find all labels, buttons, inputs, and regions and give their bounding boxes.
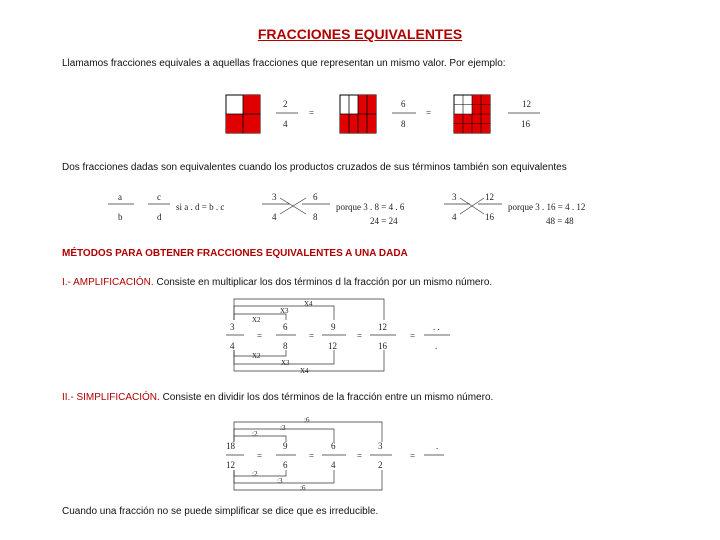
- ex2-num1: 3: [452, 192, 457, 202]
- amp-frac2-den: 8: [283, 341, 288, 351]
- ex1-num1: 3: [272, 192, 277, 202]
- simp-op-bottom-6: :6: [300, 484, 306, 492]
- ex2-num2: 12: [485, 192, 494, 202]
- amp-eq4: =: [410, 331, 416, 341]
- simp-eq3: =: [357, 451, 363, 461]
- simp-frac5-num: .: [436, 441, 439, 451]
- amp-frac1-den: 4: [230, 341, 235, 351]
- simp-frac4-num: 3: [378, 441, 383, 451]
- simp-op-bottom-2: :2: [252, 470, 258, 478]
- generic-b: b: [118, 212, 123, 222]
- simp-frac3-num: 6: [331, 441, 336, 451]
- irreducible-term: irreducible: [329, 506, 376, 517]
- conclusion-period: .: [375, 506, 379, 517]
- amp-op-top-x2: X2: [252, 316, 261, 324]
- grid-sixteenths: [454, 95, 490, 133]
- ex-frac3-num: 12: [522, 99, 531, 109]
- ex-frac1-num: 2: [283, 99, 288, 109]
- ex-frac2-num: 6: [401, 99, 406, 109]
- ex-eq1: =: [309, 108, 315, 118]
- amp-eq3: =: [357, 331, 363, 341]
- simp-op-top-6: :6: [304, 416, 310, 424]
- ex1-num2: 6: [313, 192, 318, 202]
- amp-op-top-x3: X3: [280, 307, 289, 315]
- amp-frac3-num: 9: [331, 322, 336, 332]
- simplificacion-paragraph: [62, 392, 493, 403]
- ex1-line1: porque 3 . 8 = 4 . 6: [336, 202, 405, 212]
- ex2-den1: 4: [452, 212, 457, 222]
- simp-op-bottom-3: :3: [277, 477, 283, 485]
- amp-frac2-num: 6: [283, 322, 288, 332]
- generic-a: a: [118, 192, 122, 202]
- generic-c: c: [157, 192, 161, 202]
- simp-frac4-den: 2: [378, 460, 383, 470]
- amp-op-bottom-x3: X3: [281, 359, 290, 367]
- simp-frac2-num: 9: [283, 441, 288, 451]
- simp-eq1: =: [257, 451, 263, 461]
- ex2-den2: 16: [485, 212, 494, 222]
- simp-frac2-den: 6: [283, 460, 288, 470]
- amplificacion-paragraph: [62, 277, 492, 288]
- ex2-line1: porque 3 . 16 = 4 . 12: [508, 202, 586, 212]
- cross-text: Dos fracciones dadas son equivalentes cuando los productos cruzados de sus términos también son equivalentes: [62, 162, 567, 173]
- methods-heading: MÉTODOS PARA OBTENER FRACCIONES EQUIVALENTES A UNA DADA: [62, 248, 408, 259]
- amp-frac5-num: . .: [433, 322, 440, 332]
- simp-frac1-num: 18: [226, 441, 235, 451]
- simp-eq2: =: [309, 451, 315, 461]
- amp-frac5-den: .: [435, 341, 438, 351]
- amplificacion-label: I.- AMPLIFICACIÓN.: [62, 277, 154, 288]
- conclusion-paragraph: [62, 506, 378, 517]
- ex-frac1-den: 4: [283, 119, 288, 129]
- amp-frac4-den: 16: [378, 341, 387, 351]
- grid-quarters: [226, 95, 260, 133]
- amp-frac4-num: 12: [378, 322, 387, 332]
- ex1-den2: 8: [313, 212, 318, 222]
- amp-op-bottom-x2: X2: [252, 352, 261, 360]
- simplificacion-label: II.- SIMPLIFICACIÓN.: [62, 392, 160, 403]
- amp-frac1-num: 3: [230, 322, 235, 332]
- amp-op-bottom-x4: X4: [300, 367, 309, 375]
- simp-frac1-den: 12: [226, 460, 235, 470]
- intro-text: Llamamos fracciones equivales a aquellas fracciones que representan un mismo valor. Por ejemplo:: [62, 58, 506, 69]
- ex2-line2: 48 = 48: [546, 216, 574, 226]
- ex-frac3-den: 16: [521, 119, 530, 129]
- grid-eighths: [340, 95, 376, 133]
- conclusion-text: Cuando una fracción no se puede simplificar se dice que es: [62, 506, 330, 517]
- simp-frac3-den: 4: [331, 460, 336, 470]
- amplificacion-text: Consiste en multiplicar los dos términos d la fracción por un mismo número.: [153, 277, 493, 288]
- ex-eq2: =: [426, 108, 432, 118]
- ex-frac2-den: 8: [401, 119, 406, 129]
- ex1-den1: 4: [272, 212, 277, 222]
- amp-frac3-den: 12: [328, 341, 337, 351]
- ex1-line2: 24 = 24: [370, 216, 398, 226]
- simp-op-top-2: :2: [252, 430, 258, 438]
- simp-op-top-3: :3: [280, 424, 286, 432]
- amp-eq2: =: [309, 331, 315, 341]
- generic-d: d: [157, 212, 162, 222]
- simp-eq4: =: [410, 451, 416, 461]
- page-title: FRACCIONES EQUIVALENTES: [257, 26, 463, 42]
- generic-rule: si a . d = b . c: [176, 202, 225, 212]
- amp-eq1: =: [257, 331, 263, 341]
- simplificacion-text: Consiste en dividir los dos términos de la fracción entre un mismo número.: [159, 392, 494, 403]
- amp-op-top-x4: X4: [304, 300, 313, 308]
